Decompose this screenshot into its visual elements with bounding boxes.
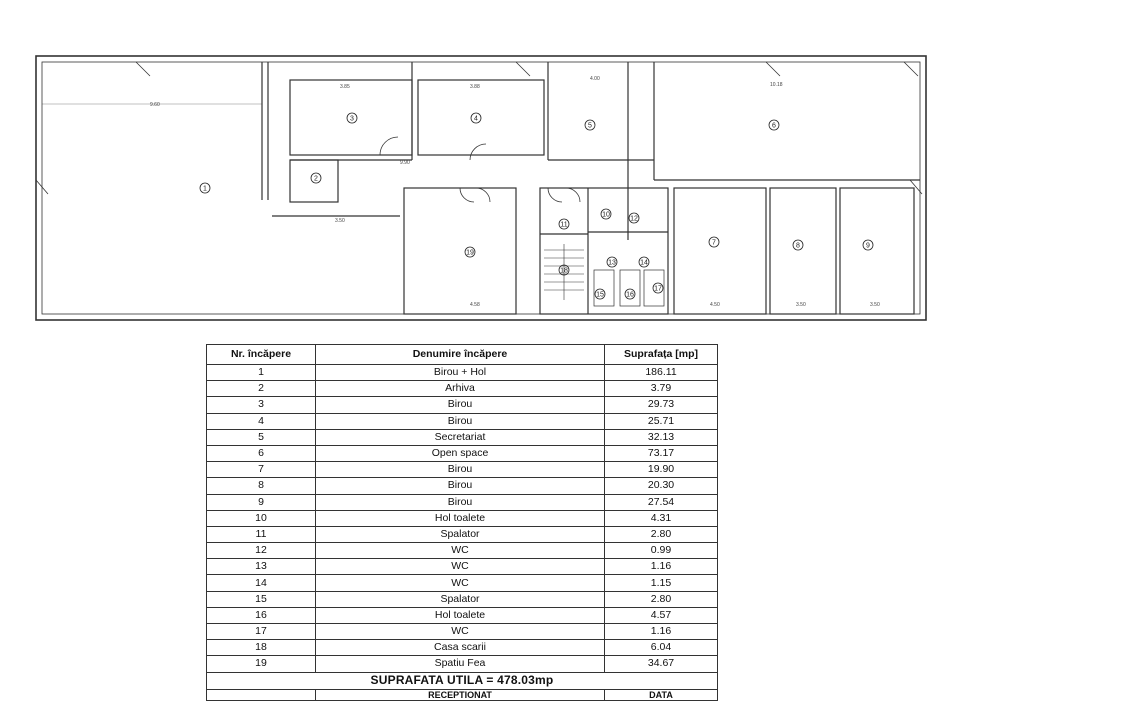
room-number: 15 [596,291,604,299]
room-number: 2 [314,175,318,183]
cell-area: 29.73 [605,397,718,413]
svg-text:4.58: 4.58 [470,302,480,308]
svg-text:9.90: 9.90 [400,160,410,166]
cell-area: 2.80 [605,591,718,607]
room-number: 16 [626,291,634,299]
table-row [207,462,718,478]
cell-area: 73.17 [605,445,718,461]
table-row [207,413,718,429]
table-row [207,607,718,623]
cell-name: Birou [316,397,605,413]
room-number: 7 [712,239,716,247]
cell-nr: 16 [207,607,316,623]
cell-area: 1.16 [605,624,718,640]
signature-right: DATA [605,689,718,700]
room-number: 3 [350,115,354,123]
cell-nr: 5 [207,429,316,445]
cell-name: WC [316,559,605,575]
cell-area: 6.04 [605,640,718,656]
cell-nr: 17 [207,624,316,640]
svg-text:3.50: 3.50 [335,218,345,224]
cell-name: Birou [316,413,605,429]
cell-nr: 7 [207,462,316,478]
cell-area: 20.30 [605,478,718,494]
svg-text:3.50: 3.50 [796,302,806,308]
svg-text:3.85: 3.85 [340,84,350,90]
cell-name: Spalator [316,526,605,542]
cell-area: 1.16 [605,559,718,575]
cell-area: 1.15 [605,575,718,591]
cell-area: 0.99 [605,543,718,559]
table-row [207,640,718,656]
table-row [207,494,718,510]
room-number: 17 [654,285,662,293]
cell-area: 186.11 [605,365,718,381]
total-row [207,672,718,689]
cell-name: Birou + Hol [316,365,605,381]
floor-plan [0,0,1142,330]
cell-area: 3.79 [605,381,718,397]
cell-nr: 1 [207,365,316,381]
header-area: Suprafața [mp] [605,345,718,365]
cell-name: Birou [316,462,605,478]
room-number: 10 [602,211,610,219]
cell-area: 32.13 [605,429,718,445]
table-row [207,624,718,640]
cell-name: Spalator [316,591,605,607]
cell-nr: 8 [207,478,316,494]
cell-nr: 9 [207,494,316,510]
cell-name: Arhiva [316,381,605,397]
cell-name: WC [316,543,605,559]
cell-name: Birou [316,478,605,494]
room-number: 14 [640,259,648,267]
cell-area: 2.80 [605,526,718,542]
cell-name: Spatiu Fea [316,656,605,672]
area-table [206,344,718,701]
cell-area: 4.31 [605,510,718,526]
table-row [207,559,718,575]
cell-nr: 3 [207,397,316,413]
room-number: 9 [866,242,870,250]
table-row [207,365,718,381]
room-number: 1 [203,185,207,193]
svg-text:3.50: 3.50 [870,302,880,308]
cell-nr: 4 [207,413,316,429]
svg-text:9.60: 9.60 [150,102,160,108]
cell-nr: 11 [207,526,316,542]
cell-nr: 6 [207,445,316,461]
table-row [207,526,718,542]
cell-nr: 10 [207,510,316,526]
table-row [207,381,718,397]
cell-nr: 15 [207,591,316,607]
total-area: SUPRAFATA UTILA = 478.03mp [207,672,718,689]
cell-area: 34.67 [605,656,718,672]
table-row [207,445,718,461]
table-row [207,543,718,559]
room-number: 6 [772,122,776,130]
room-number: 13 [608,259,616,267]
cell-nr: 18 [207,640,316,656]
cell-nr: 19 [207,656,316,672]
table-row [207,478,718,494]
cell-area: 19.90 [605,462,718,478]
cell-name: Casa scarii [316,640,605,656]
signature-left [207,689,316,700]
signature-middle: RECEPTIONAT [316,689,605,700]
svg-text:3.88: 3.88 [470,84,480,90]
header-nr: Nr. încăpere [207,345,316,365]
table-row [207,656,718,672]
cell-name: WC [316,624,605,640]
room-number: 12 [630,215,638,223]
cell-name: Secretariat [316,429,605,445]
cell-area: 4.57 [605,607,718,623]
floor-plan-drawing [0,0,1142,330]
room-number: 19 [466,249,474,257]
table-row [207,591,718,607]
cell-nr: 2 [207,381,316,397]
table-row [207,397,718,413]
header-name: Denumire încăpere [316,345,605,365]
svg-text:4.50: 4.50 [710,302,720,308]
cell-name: Birou [316,494,605,510]
room-number: 5 [588,122,592,130]
table-row [207,429,718,445]
table-header-row [207,345,718,365]
table-row [207,575,718,591]
room-number: 11 [560,221,568,229]
cell-nr: 13 [207,559,316,575]
room-number: 8 [796,242,800,250]
signature-row [207,689,718,700]
cell-area: 27.54 [605,494,718,510]
cell-name: WC [316,575,605,591]
svg-text:10.18: 10.18 [770,82,783,88]
cell-name: Hol toalete [316,607,605,623]
table-row [207,510,718,526]
cell-name: Open space [316,445,605,461]
svg-text:4.00: 4.00 [590,76,600,82]
cell-name: Hol toalete [316,510,605,526]
cell-nr: 12 [207,543,316,559]
cell-area: 25.71 [605,413,718,429]
room-number: 18 [560,267,568,275]
cell-nr: 14 [207,575,316,591]
room-number: 4 [474,115,478,123]
